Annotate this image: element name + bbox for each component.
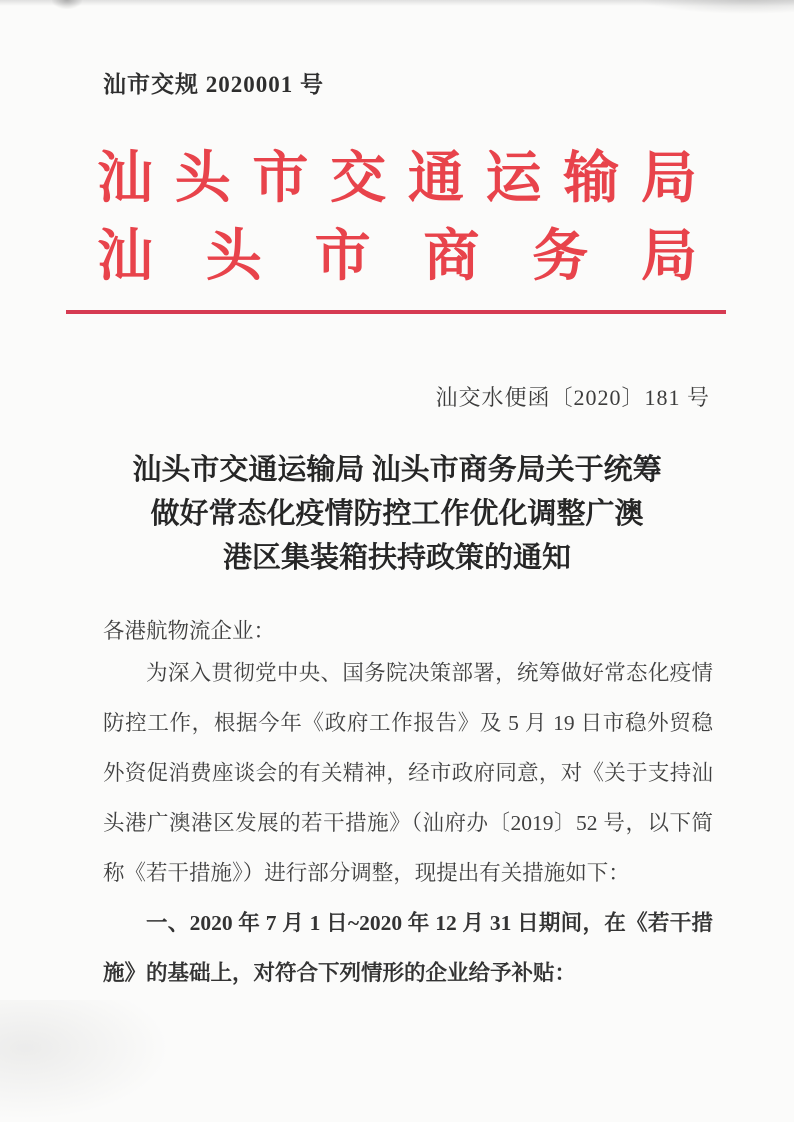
document-title: [0, 448, 794, 580]
issuing-org-line-2: 汕 头 市 商 务 局: [97, 226, 697, 288]
header-divider-rule: [66, 310, 726, 314]
scan-artifact-top-right: [640, 0, 794, 14]
body-paragraph-2: 一、2020 年 7 月 1 日~2020 年 12 月 31 日期间，在《若干措施》的基础上，对符合下列情形的企业给予补贴：: [103, 911, 713, 985]
issuing-org-line-1: 汕 头 市 交 通 运 输 局: [97, 148, 697, 210]
scan-artifact-bottom-left: [0, 1000, 170, 1120]
title-line-2: 做好常态化疫情防控工作优化调整广澳: [150, 498, 644, 530]
body-paragraph-1: 为深入贯彻党中央、国务院决策部署，统筹做好常态化疫情防控工作，根据今年《政府工作报告》及 5 月 19 日市稳外贸稳外资促消费座谈会的有关精神，经市政府同意，对《关于支持汕头港广澳港区发展的若干措施》（汕府办〔2019〕52 号，以下简称《若干措施》）进行部分调整，现提出有关措施如下：: [103, 661, 713, 885]
scan-artifact-top-left: [52, 0, 82, 9]
salutation: 各港航物流企业：: [103, 619, 276, 643]
registration-number: 汕市交规 2020001 号: [103, 72, 324, 97]
document-number: 汕交水便函〔2020〕181 号: [435, 385, 710, 410]
title-line-1: 汕头市交通运输局 汕头市商务局关于统筹: [132, 454, 662, 486]
title-line-3: 港区集装箱扶持政策的通知: [222, 542, 571, 574]
